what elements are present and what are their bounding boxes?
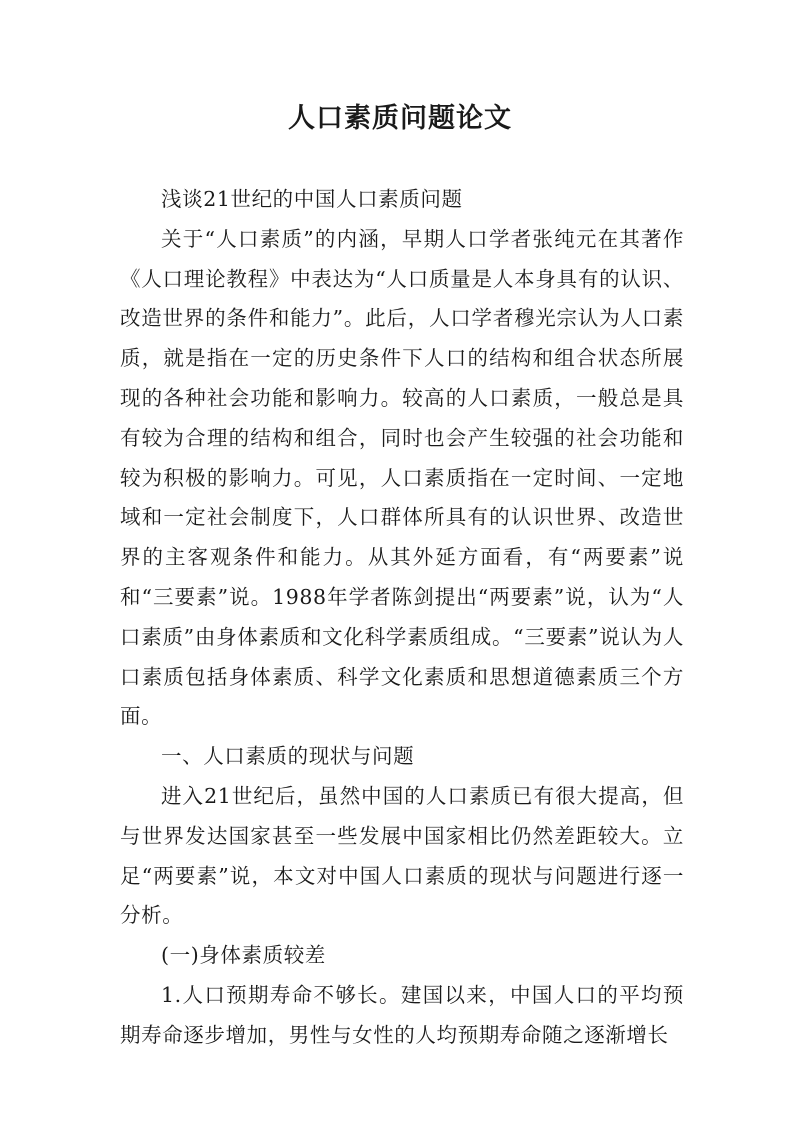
section-heading-1: 一、人口素质的现状与问题 bbox=[161, 744, 415, 769]
document-body bbox=[120, 180, 684, 1056]
subsection-heading-1: (一)身体素质较差 bbox=[161, 943, 326, 968]
document-title: 人口素质问题论文 bbox=[288, 103, 512, 134]
paragraph-definition: 关于“人口素质”的内涵，早期人口学者张纯元在其著作《人口理论教程》中表达为“人口质量是人本身具有的认识、改造世界的条件和能力”。此后，人口学者穆光宗认为人口素质，就是指在一定的历史条件下人口的结构和组合状态所展现的各种社会功能和影响力。较高的人口素质，一般总是具有较为合理的结构和组合，同时也会产生较强的社会功能和较为积极的影响力。可见，人口素质指在一定时间、一定地域和一定社会制度下，人口群体所具有的认识世界、改造世界的主客观条件和能力。从其外延方面看，有“两要素”说和“三要素”说。1988年学者陈剑提出“两要素”说，认为“人口素质”由身体素质和文化科学素质组成。“三要素”说认为人口素质包括身体素质、科学文化素质和思想道德素质三个方面。 bbox=[120, 226, 684, 729]
paragraph-subtitle: 浅谈21世纪的中国人口素质问题 bbox=[161, 187, 463, 211]
paragraph-life-expectancy: 1.人口预期寿命不够长。建国以来，中国人口的平均预期寿命逐步增加，男性与女性的人均预期寿命随之逐渐增长 bbox=[120, 982, 684, 1047]
paragraph-intro: 进入21世纪后，虽然中国的人口素质已有很大提高，但与世界发达国家甚至一些发展中国家相比仍然差距较大。立足“两要素”说，本文对中国人口素质的现状与问题进行逐一分析。 bbox=[120, 783, 684, 928]
